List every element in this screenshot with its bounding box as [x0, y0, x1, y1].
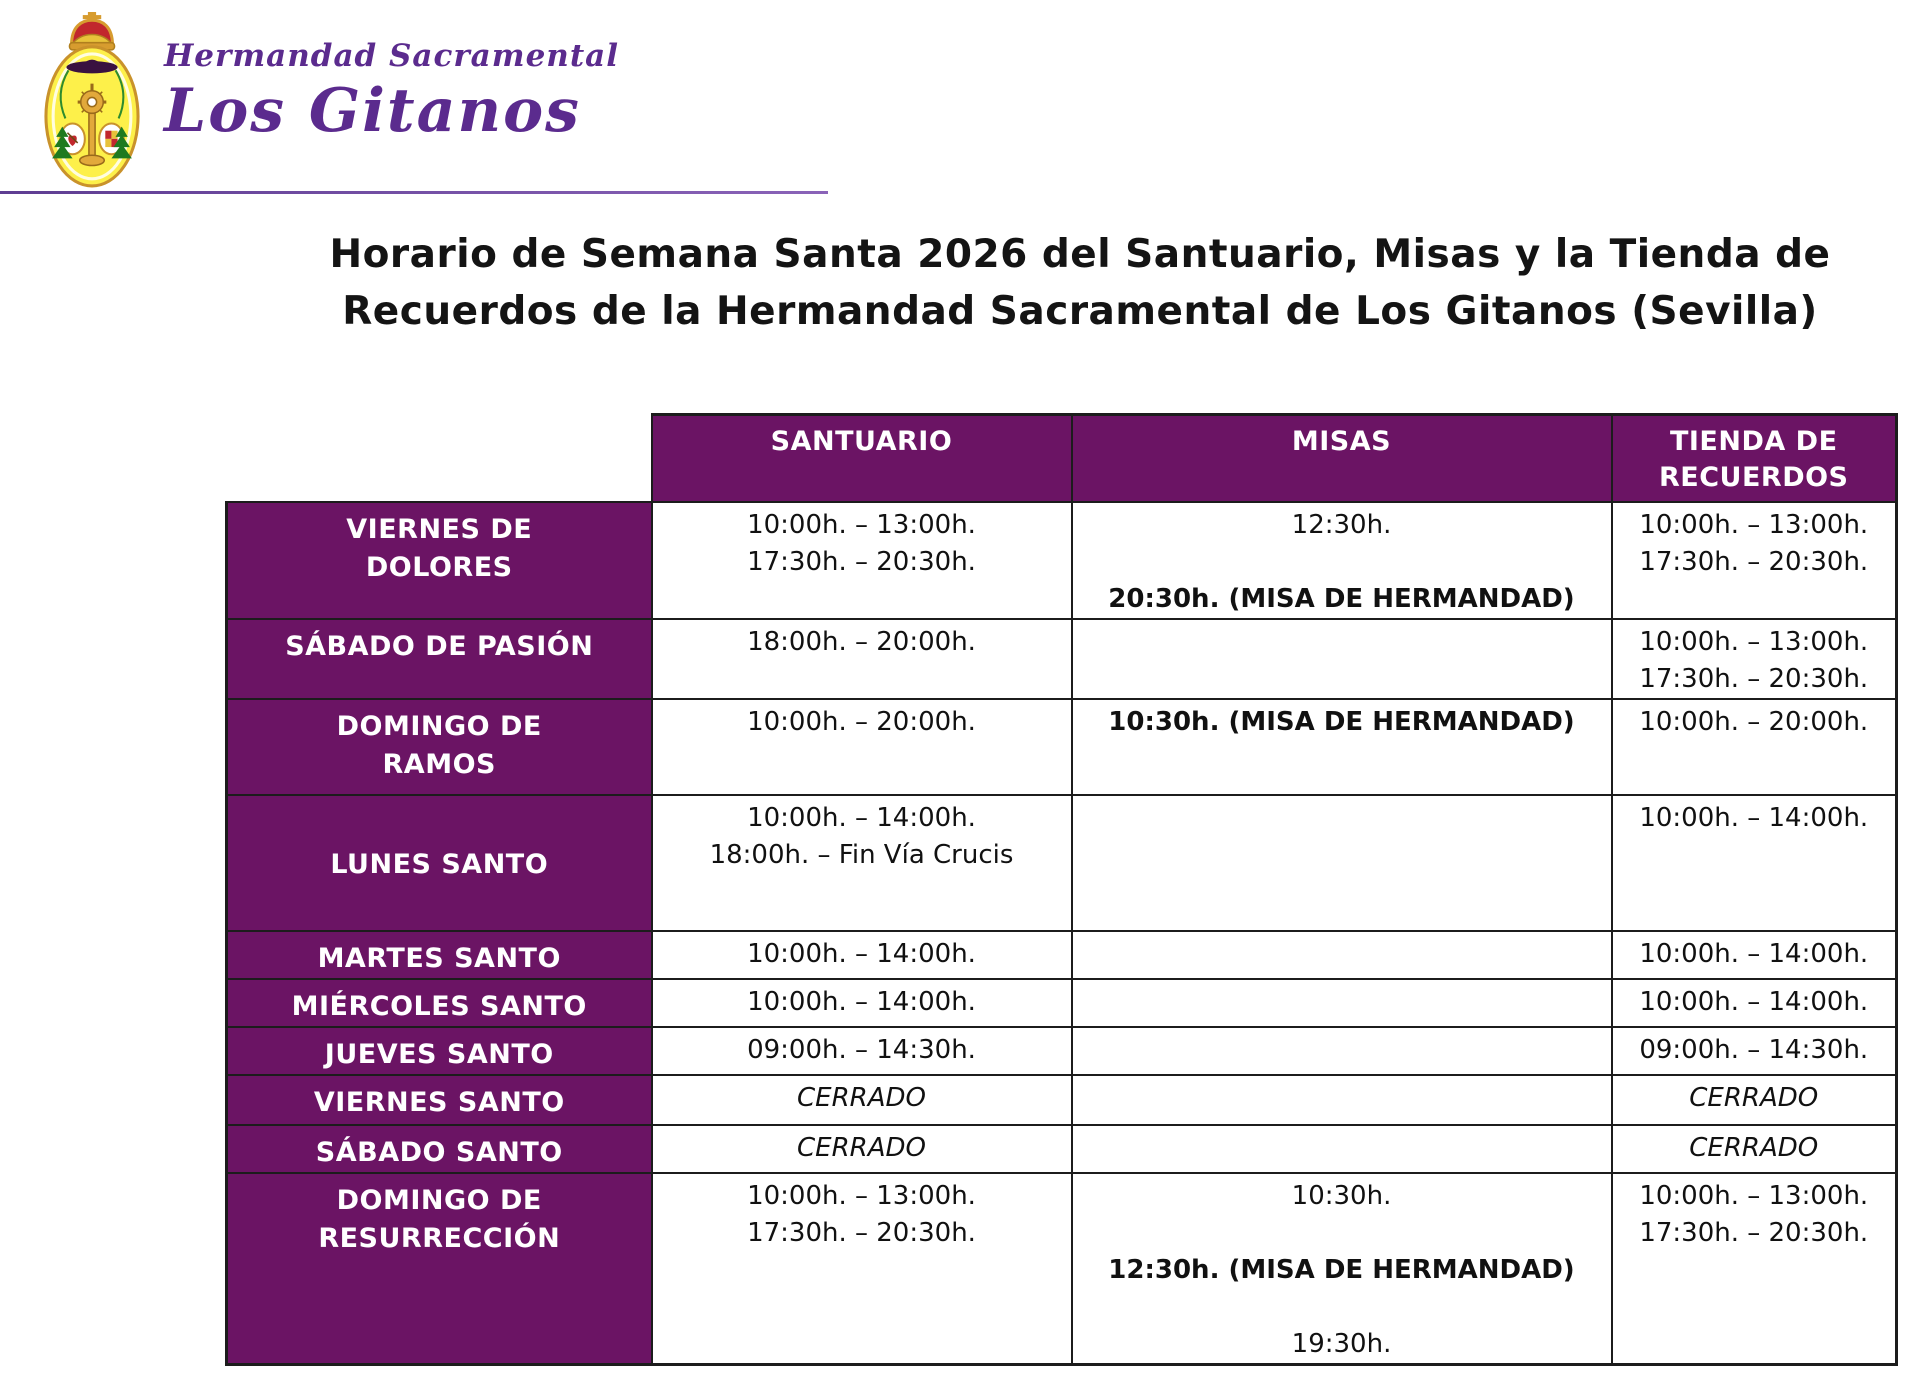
schedule-line: 10:00h. – 14:00h.: [1639, 938, 1869, 969]
table-row: [227, 699, 1897, 795]
day-cell: DOMINGO DE RESURRECCIÓN: [227, 1173, 652, 1365]
tienda-cell: [1612, 619, 1897, 699]
day-cell: MARTES SANTO: [227, 931, 652, 979]
schedule-line: 10:00h. – 20:00h.: [747, 706, 976, 737]
misas-cell: [1072, 1075, 1612, 1125]
schedule-line: 10:00h. – 13:00h.: [1639, 509, 1869, 540]
schedule-line: CERRADO: [1689, 1132, 1819, 1163]
schedule-line: 18:00h. – 20:00h.: [747, 626, 976, 657]
santuario-cell: [652, 979, 1072, 1027]
logo-text-line1: Hermandad Sacramental: [164, 38, 620, 74]
schedule-line: 09:00h. – 14:30h.: [747, 1034, 976, 1065]
page-title-line1: Horario de Semana Santa 2026 del Santuario, Misas y la Tienda de: [329, 232, 1831, 277]
tienda-cell: [1612, 931, 1897, 979]
schedule-line: 10:00h. – 14:00h.: [1639, 986, 1869, 1017]
table-row: [227, 931, 1897, 979]
tienda-cell: [1612, 795, 1897, 931]
misas-cell: [1072, 619, 1612, 699]
santuario-cell: [652, 619, 1072, 699]
schedule-line: 12:30h. (MISA DE HERMANDAD): [1108, 1254, 1575, 1285]
misas-column-header: MISAS: [1072, 415, 1612, 502]
schedule-line: 17:30h. – 20:30h.: [1639, 1217, 1869, 1248]
schedule-line: 10:00h. – 13:00h.: [747, 509, 976, 540]
tienda-cell: [1612, 1075, 1897, 1125]
schedule-line: 10:30h. (MISA DE HERMANDAD): [1108, 706, 1575, 737]
header-divider: [0, 191, 828, 194]
schedule-table: [225, 413, 1898, 1366]
table-row: [227, 1125, 1897, 1173]
schedule-line: 10:00h. – 14:00h.: [747, 986, 976, 1017]
day-cell: SÁBADO SANTO: [227, 1125, 652, 1173]
misas-cell: [1072, 1125, 1612, 1173]
schedule-line: 17:30h. – 20:30h.: [747, 546, 976, 577]
schedule-line: 17:30h. – 20:30h.: [1639, 663, 1869, 694]
table-row: [227, 979, 1897, 1027]
day-cell: VIERNES SANTO: [227, 1075, 652, 1125]
schedule-line: CERRADO: [797, 1132, 926, 1163]
day-cell: SÁBADO DE PASIÓN: [227, 619, 652, 699]
brotherhood-logo: [42, 10, 682, 190]
tienda-cell: [1612, 1125, 1897, 1173]
santuario-cell: [652, 1125, 1072, 1173]
santuario-cell: [652, 1173, 1072, 1365]
table-row: [227, 502, 1897, 619]
table-row: [227, 1075, 1897, 1125]
misas-cell: [1072, 699, 1612, 795]
table-row: [227, 1173, 1897, 1365]
day-cell: DOMINGO DE RAMOS: [227, 699, 652, 795]
schedule-line: 10:00h. – 14:00h.: [1639, 802, 1869, 833]
misas-cell: [1072, 502, 1612, 619]
schedule-line: [1077, 544, 1607, 581]
logo-text-line2: Los Gitanos: [164, 76, 581, 146]
table-row: [227, 795, 1897, 931]
schedule-line: 20:30h. (MISA DE HERMANDAD): [1108, 583, 1575, 614]
santuario-cell: [652, 1075, 1072, 1125]
misas-cell: [1072, 979, 1612, 1027]
tienda-cell: [1612, 502, 1897, 619]
schedule-line: 10:30h.: [1291, 1180, 1392, 1211]
schedule-line: 19:30h.: [1291, 1328, 1392, 1359]
page-title-line2: Recuerdos de la Hermandad Sacramental de Los Gitanos (Sevilla): [342, 289, 1818, 334]
santuario-cell: [652, 931, 1072, 979]
header-row: [227, 415, 1897, 502]
misas-cell: [1072, 931, 1612, 979]
tienda-cell: [1612, 1027, 1897, 1075]
tienda-cell: [1612, 699, 1897, 795]
schedule-line: 17:30h. – 20:30h.: [747, 1217, 976, 1248]
schedule-line: 10:00h. – 13:00h.: [747, 1180, 976, 1211]
schedule-line: 10:00h. – 14:00h.: [747, 802, 976, 833]
tienda-cell: [1612, 979, 1897, 1027]
misas-cell: [1072, 1173, 1612, 1365]
day-cell: VIERNES DE DOLORES: [227, 502, 652, 619]
santuario-cell: [652, 502, 1072, 619]
table-row: [227, 1027, 1897, 1075]
schedule-line: 17:30h. – 20:30h.: [1639, 546, 1869, 577]
schedule-line: [1077, 1289, 1607, 1326]
schedule-line: 18:00h. – Fin Vía Crucis: [709, 839, 1014, 870]
santuario-column-header: SANTUARIO: [652, 415, 1072, 502]
tienda-cell: [1612, 1173, 1897, 1365]
day-cell: JUEVES SANTO: [227, 1027, 652, 1075]
page-title: [240, 226, 1920, 340]
schedule-line: [1077, 1215, 1607, 1252]
schedule-table-body: [227, 502, 1897, 1365]
corner-header-cell: [227, 415, 652, 502]
misas-cell: [1072, 1027, 1612, 1075]
schedule-line: 10:00h. – 13:00h.: [1639, 626, 1869, 657]
schedule-table-header: [227, 415, 1897, 502]
brotherhood-crest-icon: [42, 12, 142, 188]
tienda-column-header: TIENDA DE RECUERDOS: [1612, 415, 1897, 502]
misas-cell: [1072, 795, 1612, 931]
table-row: [227, 619, 1897, 699]
schedule-line: 10:00h. – 14:00h.: [747, 938, 976, 969]
schedule-line: 09:00h. – 14:30h.: [1639, 1034, 1869, 1065]
day-cell: LUNES SANTO: [227, 795, 652, 931]
santuario-cell: [652, 699, 1072, 795]
schedule-line: 12:30h.: [1291, 509, 1392, 540]
schedule-line: CERRADO: [1689, 1082, 1819, 1113]
schedule-line: CERRADO: [797, 1082, 926, 1113]
santuario-cell: [652, 795, 1072, 931]
day-cell: MIÉRCOLES SANTO: [227, 979, 652, 1027]
santuario-cell: [652, 1027, 1072, 1075]
schedule-line: 10:00h. – 13:00h.: [1639, 1180, 1869, 1211]
schedule-line: 10:00h. – 20:00h.: [1639, 706, 1869, 737]
